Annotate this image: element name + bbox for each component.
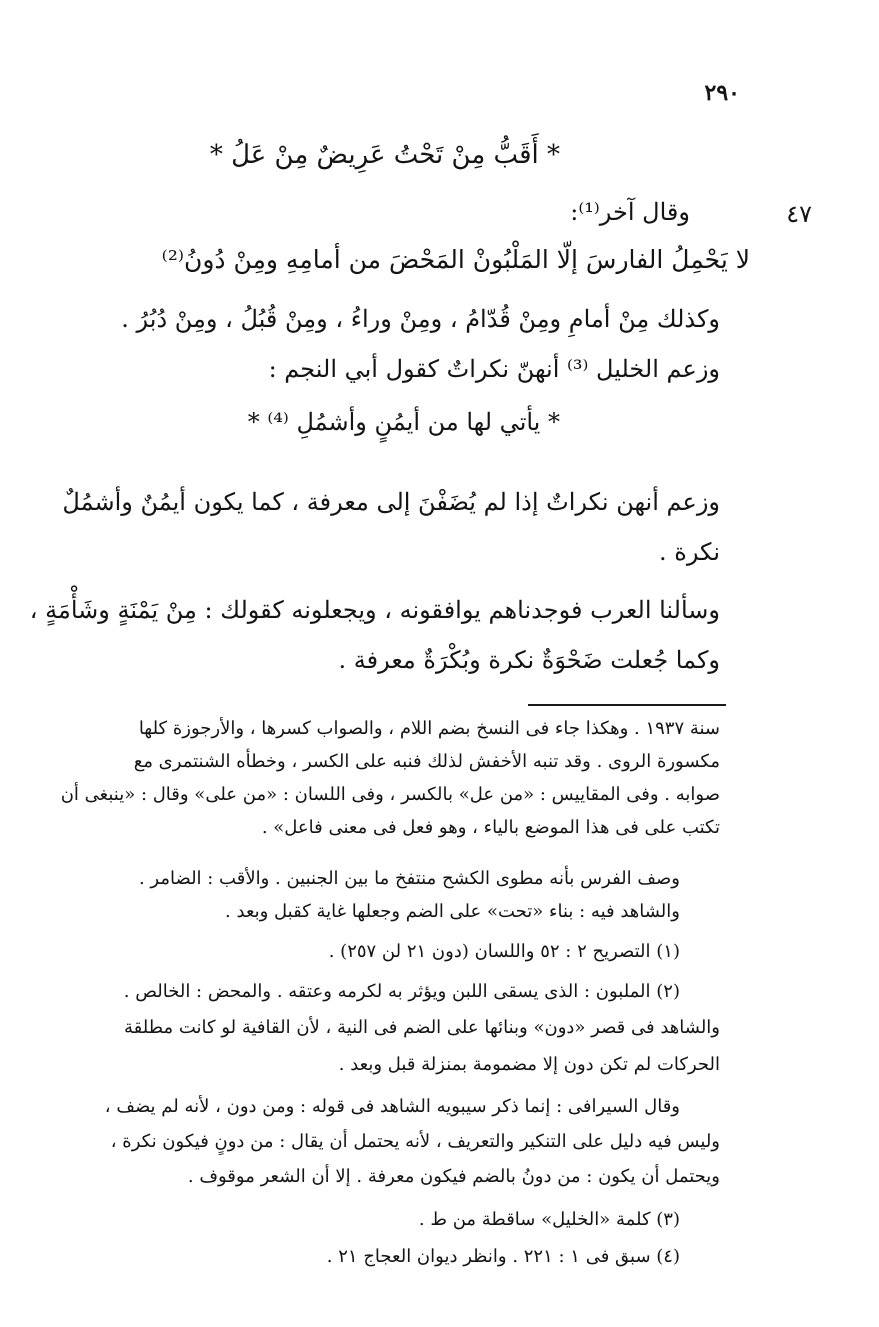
footnote-line: الحركات لم تكن دون إلا مضمومة بمنزلة قبل وبعد . bbox=[338, 1054, 720, 1075]
body-line-1: وكذلك مِنْ أمامِ ومِنْ قُدّامُ ، ومِنْ وراءُ ، ومِنْ قُبُلُ ، ومِنْ دُبُرُ . bbox=[121, 305, 720, 333]
footnote-line: (٣) كلمة «الخليل» ساقطة من ط . bbox=[418, 1209, 680, 1230]
footnote-line: (١) التصريح ٢ : ٥٢ واللسان (دون ٢١ لن ٢٥٧) . bbox=[328, 941, 680, 962]
footnote-line: سنة ١٩٣٧ . وهكذا جاء فى النسخ بضم اللام ، والصواب كسرها ، والأرجوزة كلها bbox=[138, 718, 720, 739]
paragraph-3-line-1: وسألنا العرب فوجدناهم يوافقونه ، ويجعلونه كقولك : مِنْ يَمْنَةٍ وشَأْمَةٍ ، bbox=[29, 596, 720, 624]
paragraph-3-line-2: وكما جُعلت ضَحْوَةٌ نكرة وبُكْرَةٌ معرفة . bbox=[338, 646, 720, 674]
footnote-line: (٢) الملبون : الذى يسقى اللبن ويؤثر به لكرمه وعتقه . والمحض : الخالص . bbox=[123, 981, 680, 1002]
footnote-line: والشاهد فيه : بناء «تحت» على الضم وجعلها غاية كقبل وبعد . bbox=[225, 901, 680, 922]
verse-fragment: * أَقَبُّ مِنْ تَحْتُ عَرِيضٌ مِنْ عَلُ * bbox=[209, 140, 560, 170]
footnote-line: وقال السيرافى : إنما ذكر سيبويه الشاهد فى قوله : ومن دون ، لأنه لم يضف ، bbox=[104, 1096, 680, 1117]
footnote-divider bbox=[528, 704, 726, 706]
verse-couplet: لا يَحْمِلُ الفارسَ إلّا المَلْبُونْ المَحْضَ من أمامِهِ ومِنْ دُونُ⁽²⁾ bbox=[161, 245, 750, 274]
verse-hemistich: * يأتي لها من أيمُنٍ وأشمُلِ ⁽⁴⁾ * bbox=[247, 408, 560, 436]
page-number: ٢٩٠ bbox=[704, 80, 740, 106]
body-line-2: وزعم الخليل ⁽³⁾ أنهنّ نكراتٌ كقول أبي النجم : bbox=[268, 355, 720, 383]
footnote-line: (٤) سبق فى ١ : ٢٢١ . وانظر ديوان العجاج ٢١ . bbox=[326, 1246, 680, 1267]
footnote-line: ويحتمل أن يكون : من دونُ بالضم فيكون معرفة . إلا أن الشعر موقوف . bbox=[187, 1166, 720, 1187]
paragraph-2-line-2: نكرة . bbox=[658, 538, 720, 566]
paragraph-2-line-1: وزعم أنهن نكراتٌ إذا لم يُضَفْنَ إلى معرفة ، كما يكون أيمُنٌ وأشمُلٌ bbox=[62, 488, 720, 516]
item-number: ٤٧ bbox=[786, 200, 812, 228]
footnote-line: مكسورة الروى . وقد تنبه الأخفش لذلك فنبه على الكسر ، وخطأه الشنتمرى مع bbox=[133, 751, 720, 772]
footnote-line: وليس فيه دليل على التنكير والتعريف ، لأنه يحتمل أن يقال : من دونٍ فيكون نكرة ، bbox=[110, 1131, 720, 1152]
footnote-line: تكتب على فى هذا الموضع بالياء ، وهو فعل فى معنى فاعل» . bbox=[261, 817, 720, 838]
intro-line: وقال آخر⁽¹⁾: bbox=[570, 198, 690, 226]
footnote-line: والشاهد فى قصر «دون» وبنائها على الضم فى النية ، لأن القافية لو كانت مطلقة bbox=[124, 1017, 720, 1038]
footnote-line: وصف الفرس بأنه مطوى الكشح منتفخ ما بين الجنبين . والأقب : الضامر . bbox=[138, 868, 680, 889]
footnote-line: صوابه . وفى المقاييس : «من عل» بالكسر ، وفى اللسان : «من على» وقال : «ينبغى أن bbox=[60, 784, 720, 805]
